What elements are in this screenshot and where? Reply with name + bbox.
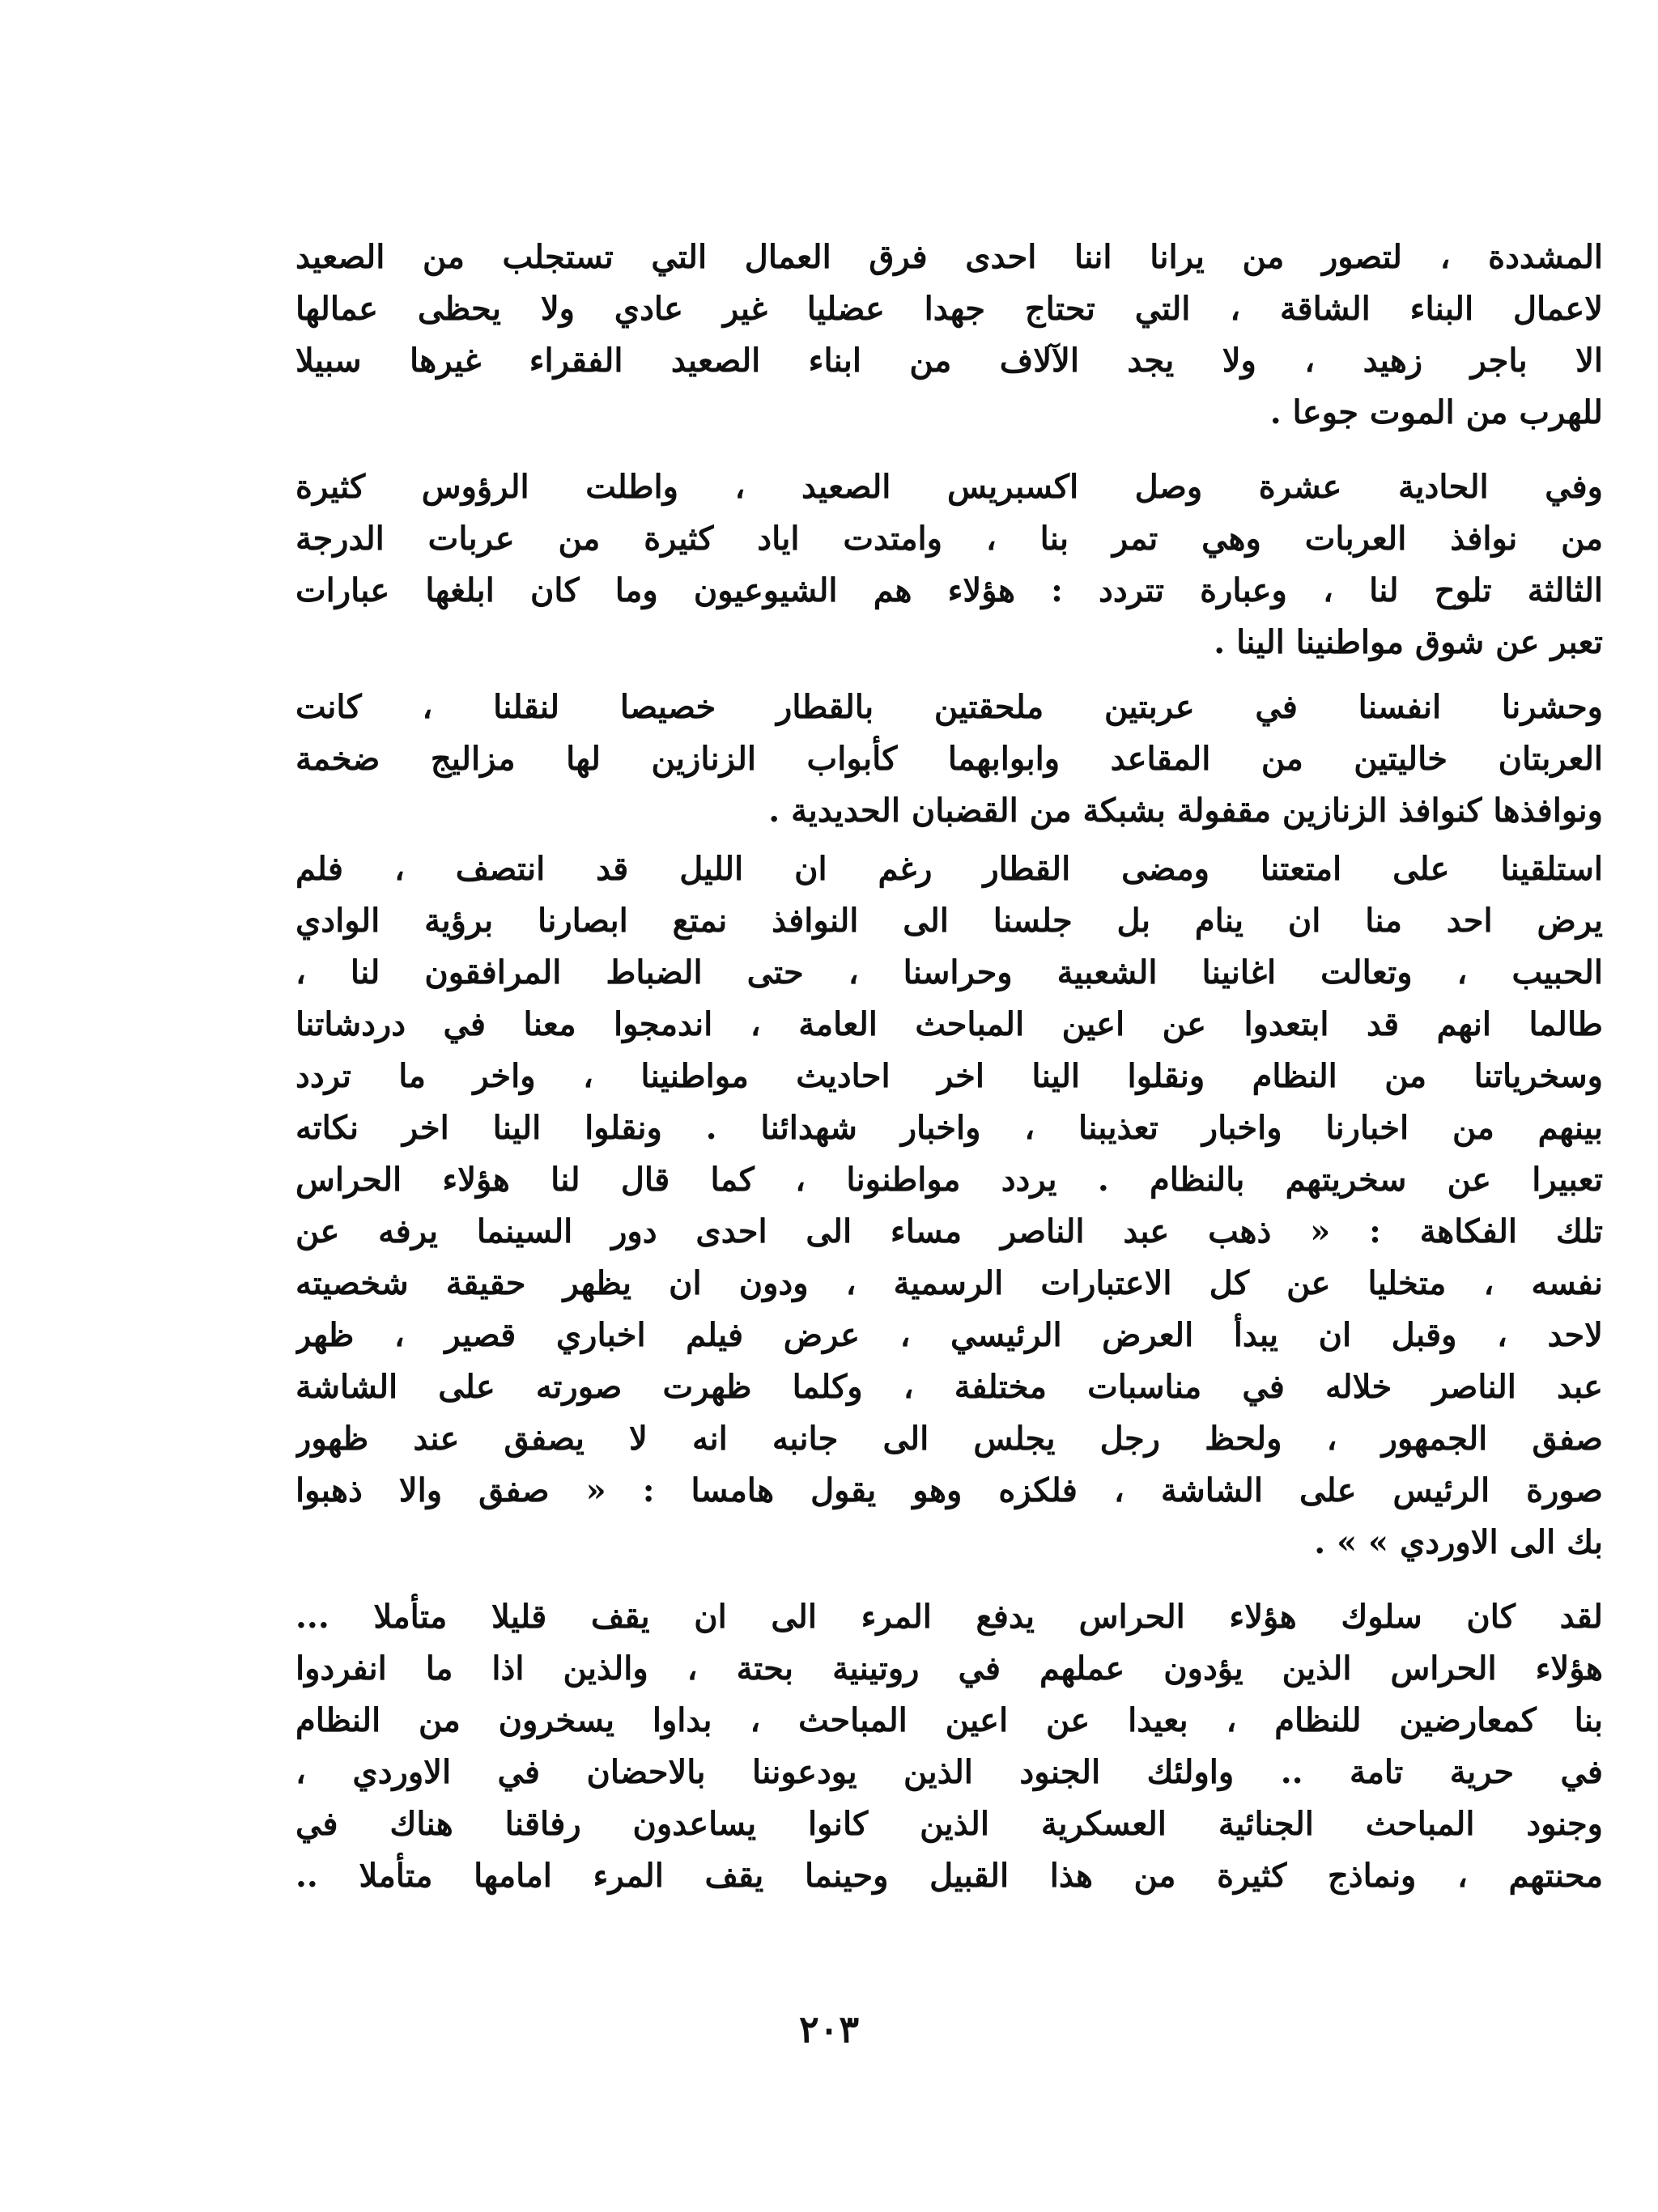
- text-line: العربتان خاليتين من المقاعد وابوابهما كأبواب الزنازين لها مزاليج ضخمة: [295, 740, 1603, 778]
- text-line: من نوافذ العربات وهي تمر بنا ، وامتدت اياد كثيرة من عربات الدرجة: [295, 520, 1603, 558]
- text-line: محنتهم ، ونماذج كثيرة من هذا القبيل وحينما يقف المرء امامها متأملا ..: [295, 1857, 1603, 1895]
- text-line: استلقينا على امتعتنا ومضى القطار رغم ان الليل قد انتصف ، فلم: [295, 850, 1603, 888]
- paragraph: [295, 1591, 1603, 1902]
- text-line: الا باجر زهيد ، ولا يجد الآلاف من ابناء الصعيد الفقراء غيرها سبيلا: [295, 342, 1603, 380]
- text-line: صورة الرئيس على الشاشة ، فلكزه وهو يقول هامسا : « صفق والا ذهبوا: [295, 1471, 1603, 1509]
- text-line: تلك الفكاهة : « ذهب عبد الناصر مساء الى احدى دور السينما يرفه عن: [295, 1212, 1603, 1250]
- text-line: لقد كان سلوك هؤلاء الحراس يدفع المرء الى ان يقف قليلا متأملا ...: [295, 1598, 1603, 1636]
- text-line: طالما انهم قد ابتعدوا عن اعين المباحث العامة ، اندمجوا معنا في دردشاتنا: [295, 1005, 1603, 1043]
- text-line: لاعمال البناء الشاقة ، التي تحتاج جهدا عضليا غير عادي ولا يحظى عمالها: [295, 290, 1603, 328]
- text-line: بنا كمعارضين للنظام ، بعيدا عن اعين المباحث ، بداوا يسخرون من النظام: [295, 1701, 1603, 1739]
- text-line: صفق الجمهور ، ولحظ رجل يجلس الى جانبه انه لا يصفق عند ظهور: [295, 1420, 1603, 1458]
- text-line: وجنود المباحث الجنائية العسكرية الذين كانوا يساعدون رفاقنا هناك في: [295, 1805, 1603, 1843]
- paragraph: [295, 843, 1603, 1569]
- body-text: [295, 231, 1603, 1902]
- text-line: عبد الناصر خلاله في مناسبات مختلفة ، وكلما ظهرت صورته على الشاشة: [295, 1368, 1603, 1406]
- text-line: المشددة ، لتصور من يرانا اننا احدى فرق العمال التي تستجلب من الصعيد: [295, 238, 1603, 276]
- text-line: نفسه ، متخليا عن كل الاعتبارات الرسمية ، ودون ان يظهر حقيقة شخصيته: [295, 1264, 1603, 1302]
- text-line: بينهم من اخبارنا واخبار تعذيبنا ، واخبار شهدائنا . ونقلوا الينا اخر نكاته: [295, 1109, 1603, 1147]
- text-line: الحبيب ، وتعالت اغانينا الشعبية وحراسنا ، حتى الضباط المرافقون لنا ،: [295, 953, 1603, 991]
- text-line: بك الى الاوردي » » .: [1314, 1523, 1603, 1561]
- paragraph: [295, 461, 1603, 669]
- text-line: يرض احد منا ان ينام بل جلسنا الى النوافذ نمتع ابصارنا برؤية الوادي: [295, 902, 1603, 940]
- text-line: تعبيرا عن سخريتهم بالنظام . يردد مواطنونا ، كما قال لنا هؤلاء الحراس: [295, 1161, 1603, 1199]
- page-number: ٢٠٣: [798, 2007, 860, 2051]
- text-line: لاحد ، وقبل ان يبدأ العرض الرئيسي ، عرض فيلم اخباري قصير ، ظهر: [295, 1316, 1603, 1354]
- text-line: في حرية تامة .. واولئك الجنود الذين يودعوننا بالاحضان في الاوردي ،: [295, 1753, 1603, 1791]
- paragraph: [295, 231, 1603, 439]
- text-line: للهرب من الموت جوعا .: [1269, 393, 1603, 431]
- text-line: وحشرنا انفسنا في عربتين ملحقتين بالقطار خصيصا لنقلنا ، كانت: [295, 688, 1603, 726]
- paragraph: [295, 681, 1603, 837]
- text-line: ونوافذها كنوافذ الزنازين مقفولة بشبكة من القضبان الحديدية .: [768, 792, 1603, 830]
- text-line: هؤلاء الحراس الذين يؤدون عملهم في روتينية بحتة ، والذين اذا ما انفردوا: [295, 1649, 1603, 1688]
- text-line: وسخرياتنا من النظام ونقلوا الينا اخر احاديث مواطنينا ، واخر ما تردد: [295, 1057, 1603, 1095]
- text-line: وفي الحادية عشرة وصل اكسبريس الصعيد ، واطلت الرؤوس كثيرة: [295, 468, 1603, 506]
- text-line: تعبر عن شوق مواطنينا الينا .: [1214, 623, 1603, 661]
- text-line: الثالثة تلوح لنا ، وعبارة تتردد : هؤلاء هم الشيوعيون وما كان ابلغها عبارات: [295, 571, 1603, 609]
